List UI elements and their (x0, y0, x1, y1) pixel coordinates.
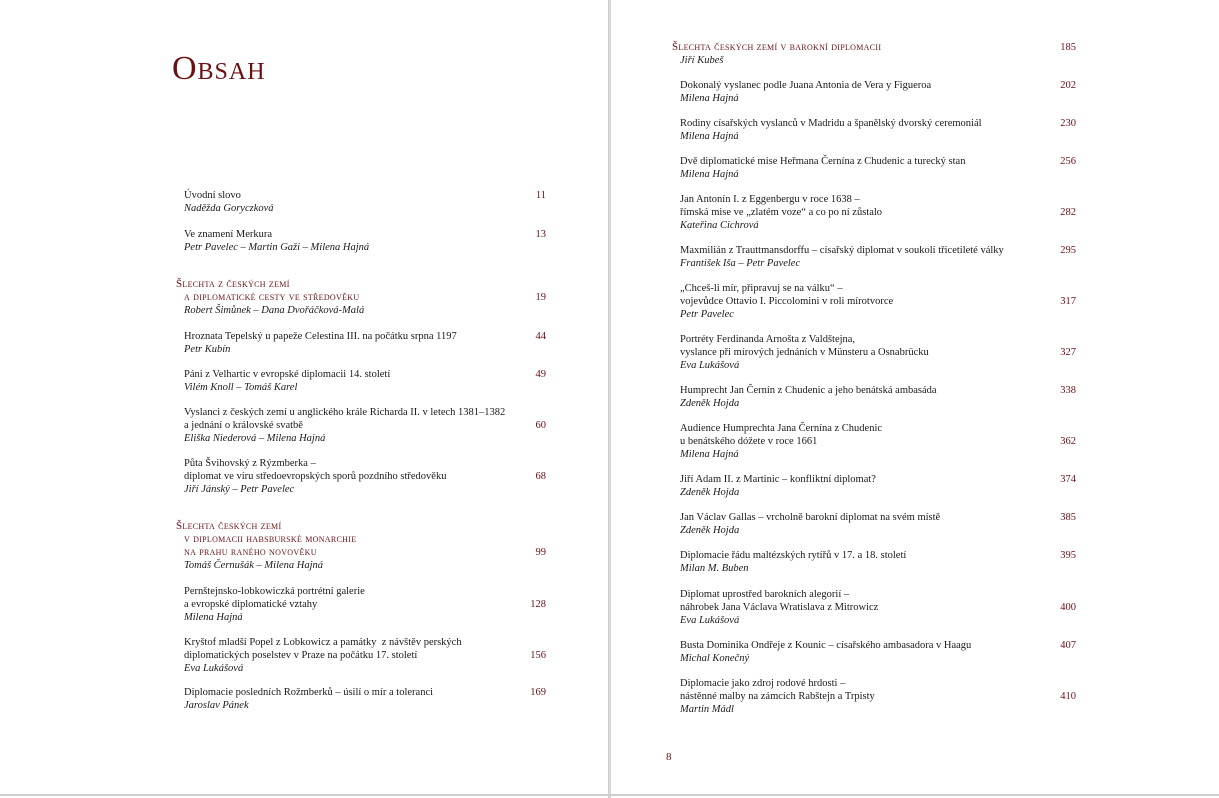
entry-author: Milena Hajná (680, 93, 739, 104)
entry-page: 282 (1060, 207, 1076, 218)
entry-title: nástěnné malby na zámcích Rabštejn a Trpisty (680, 691, 875, 702)
entry-title: Portréty Ferdinanda Arnošta z Valdštejna, (680, 334, 856, 345)
entry-title: Dokonalý vyslanec podle Juana Antonia de Vera y Figueroa (680, 80, 932, 91)
toc-entry (680, 588, 1076, 627)
section-heading (176, 278, 546, 317)
entry-title: římská mise ve „zlatém voze“ a co po ní zůstalo (680, 207, 883, 218)
section-title-line: a diplomatické cesty ve středověku (184, 291, 360, 303)
entry-author: Zdeněk Hojda (680, 525, 740, 536)
entry-page: 362 (1060, 436, 1076, 447)
toc-entry (680, 333, 1076, 372)
entry-page: 68 (535, 471, 546, 482)
entry-author: Milena Hajná (184, 612, 243, 623)
entry-author: Milena Hajná (680, 169, 739, 180)
toc-entry (184, 330, 546, 356)
entry-author: Eva Lukášová (680, 615, 740, 626)
entry-page: 385 (1060, 512, 1076, 523)
entry-page: 374 (1060, 474, 1076, 485)
entry-author: Zdeněk Hojda (680, 487, 740, 498)
section-title-line: Šlechta českých zemí v barokní diplomacii (672, 41, 882, 53)
entry-title: Jan Antonín I. z Eggenbergu v roce 1638 – (680, 194, 860, 205)
toc-entry (184, 368, 546, 394)
section-heading (176, 520, 546, 572)
entry-title: Audience Humprechta Jana Černína z Chudenic (680, 423, 883, 434)
toc-entry (184, 457, 546, 496)
entry-title: Humprecht Jan Černín z Chudenic a jeho benátská ambasáda (680, 385, 937, 396)
toc-title: Obsah (172, 50, 266, 87)
entry-page: 13 (535, 229, 546, 240)
entry-title: Busta Dominika Ondřeje z Kounic – císařského ambasadora v Haagu (680, 640, 972, 651)
entry-author: Eva Lukášová (680, 360, 740, 371)
entry-title: Rodiny císařských vyslanců v Madridu a španělský dvorský ceremoniál (680, 118, 982, 129)
entry-title: diplomatických poselstev v Praze na počátku 17. století (184, 650, 418, 661)
entry-page: 169 (530, 687, 546, 698)
entry-title: Ve znamení Merkura (184, 229, 273, 240)
toc-entry (680, 549, 1076, 575)
section-page: 19 (535, 292, 546, 303)
entry-author: Vilém Knoll – Tomáš Karel (184, 382, 298, 393)
toc-entry (680, 511, 1076, 537)
section-page: 185 (1060, 42, 1076, 53)
entry-page: 256 (1060, 156, 1076, 167)
entry-author: Petr Pavelec (680, 309, 734, 320)
entry-title: Půta Švihovský z Rýzmberka – (184, 458, 316, 469)
entry-page: 327 (1060, 347, 1076, 358)
entry-title: náhrobek Jana Václava Wratislava z Mitrowicz (680, 602, 879, 613)
entry-page: 295 (1060, 245, 1076, 256)
toc-entry (184, 686, 546, 712)
entry-title: Diplomacie jako zdroj rodové hrdosti – (680, 678, 846, 689)
entry-title: Páni z Velhartic v evropské diplomacii 14. století (184, 369, 391, 380)
entry-author: Zdeněk Hojda (680, 398, 740, 409)
entry-title: Diplomat uprostřed barokních alegorií – (680, 589, 850, 600)
toc-entry (680, 155, 1076, 181)
entry-author: Eliška Niederová – Milena Hajná (184, 433, 326, 444)
entry-page: 317 (1060, 296, 1076, 307)
entry-page: 156 (530, 650, 546, 661)
left-page (0, 0, 608, 798)
section-author: Jiří Kubeš (680, 55, 724, 66)
toc-entry (680, 193, 1076, 232)
entry-page: 60 (535, 420, 546, 431)
toc-entry (184, 406, 546, 445)
entry-page: 44 (535, 331, 546, 342)
entry-title: Jan Václav Gallas – vrcholně barokní diplomat na svém místě (680, 512, 941, 523)
entry-author: Milan M. Buben (680, 563, 749, 574)
entry-author: Jiří Jánský – Petr Pavelec (184, 484, 295, 495)
section-author: Robert Šimůnek – Dana Dvořáčková-Malá (184, 305, 365, 316)
entry-title: diplomat ve víru středoevropských sporů pozdního středověku (184, 471, 447, 482)
entry-author: Jaroslav Pánek (184, 700, 249, 711)
entry-title: a evropské diplomatické vztahy (184, 599, 318, 610)
section-title-line: Šlechta z českých zemí (176, 278, 290, 290)
entry-author: Petr Kubín (184, 344, 231, 355)
toc-entry (680, 244, 1076, 270)
bottom-edge (0, 794, 1219, 796)
toc-entry (184, 228, 546, 254)
entry-author: František Iša – Petr Pavelec (680, 258, 801, 269)
entry-title: Diplomacie posledních Rožmberků – úsilí o mír a toleranci (184, 687, 434, 698)
entry-page: 407 (1060, 640, 1076, 651)
section-title-line: v diplomacii habsburské monarchie (184, 533, 357, 545)
entry-title: Dvě diplomatické mise Heřmana Černína z Chudenic a turecký stan (680, 156, 966, 167)
entry-title: Diplomacie řádu maltézských rytířů v 17. a 18. století (680, 550, 907, 561)
toc-entry (680, 117, 1076, 143)
page-number: 8 (666, 751, 672, 763)
entry-page: 11 (535, 190, 546, 201)
entry-title: a jednání o královské svatbě (184, 420, 303, 431)
toc-entry (680, 422, 1076, 461)
section-heading (672, 41, 1076, 67)
entry-title: Úvodní slovo (184, 190, 241, 201)
toc-entry (184, 189, 546, 215)
entry-author: Milena Hajná (680, 131, 739, 142)
toc-entry (680, 79, 1076, 105)
toc-entry (680, 473, 1076, 499)
entry-title: Hroznata Tepelský u papeže Celestina III. na počátku srpna 1197 (184, 331, 457, 342)
entry-author: Kateřina Cichrová (680, 220, 759, 231)
entry-title: u benátského dóžete v roce 1661 (680, 436, 818, 447)
toc-entry (680, 639, 1076, 665)
entry-title: Pernštejnsko-lobkowiczká portrétní galerie (184, 586, 365, 597)
toc-entry (184, 585, 546, 624)
entry-page: 410 (1060, 691, 1076, 702)
entry-page: 230 (1060, 118, 1076, 129)
toc-entry (184, 636, 546, 675)
entry-author: Michal Konečný (680, 653, 750, 664)
entry-title: vojevůdce Ottavio I. Piccolomini v roli mírotvorce (680, 296, 894, 307)
entry-page: 128 (530, 599, 546, 610)
entry-author: Naděžda Goryczková (184, 203, 274, 214)
section-author: Tomáš Černušák – Milena Hajná (184, 560, 324, 571)
section-page: 99 (535, 547, 546, 558)
toc-entry (680, 282, 1076, 321)
section-title-line: na prahu raného novověku (184, 546, 317, 558)
section-title-line: Šlechta českých zemí (176, 520, 282, 532)
entry-title: Vyslanci z českých zemí u anglického krále Richarda II. v letech 1381–1382 (184, 407, 506, 418)
entry-title: Kryštof mladší Popel z Lobkowicz a památky z návštěv perských (184, 637, 462, 648)
entry-author: Martin Mádl (680, 704, 734, 715)
entry-page: 202 (1060, 80, 1076, 91)
entry-title: „Chceš-li mír, připravuj se na válku“ – (680, 283, 843, 294)
entry-page: 338 (1060, 385, 1076, 396)
entry-page: 395 (1060, 550, 1076, 561)
entry-title: Maxmilián z Trauttmansdorffu – císařský diplomat v soukolí třicetileté války (680, 245, 1004, 256)
entry-page: 49 (535, 369, 546, 380)
entry-title: Jiří Adam II. z Martinic – konfliktní diplomat? (680, 474, 876, 485)
toc-entry (680, 384, 1076, 410)
entry-author: Milena Hajná (680, 449, 739, 460)
entry-page: 400 (1060, 602, 1076, 613)
toc-entry (680, 677, 1076, 716)
entry-title: vyslance při mírových jednáních v Münsteru a Osnabrücku (680, 347, 929, 358)
entry-author: Petr Pavelec – Martin Gaži – Milena Hajná (184, 242, 370, 253)
entry-author: Eva Lukášová (184, 663, 244, 674)
